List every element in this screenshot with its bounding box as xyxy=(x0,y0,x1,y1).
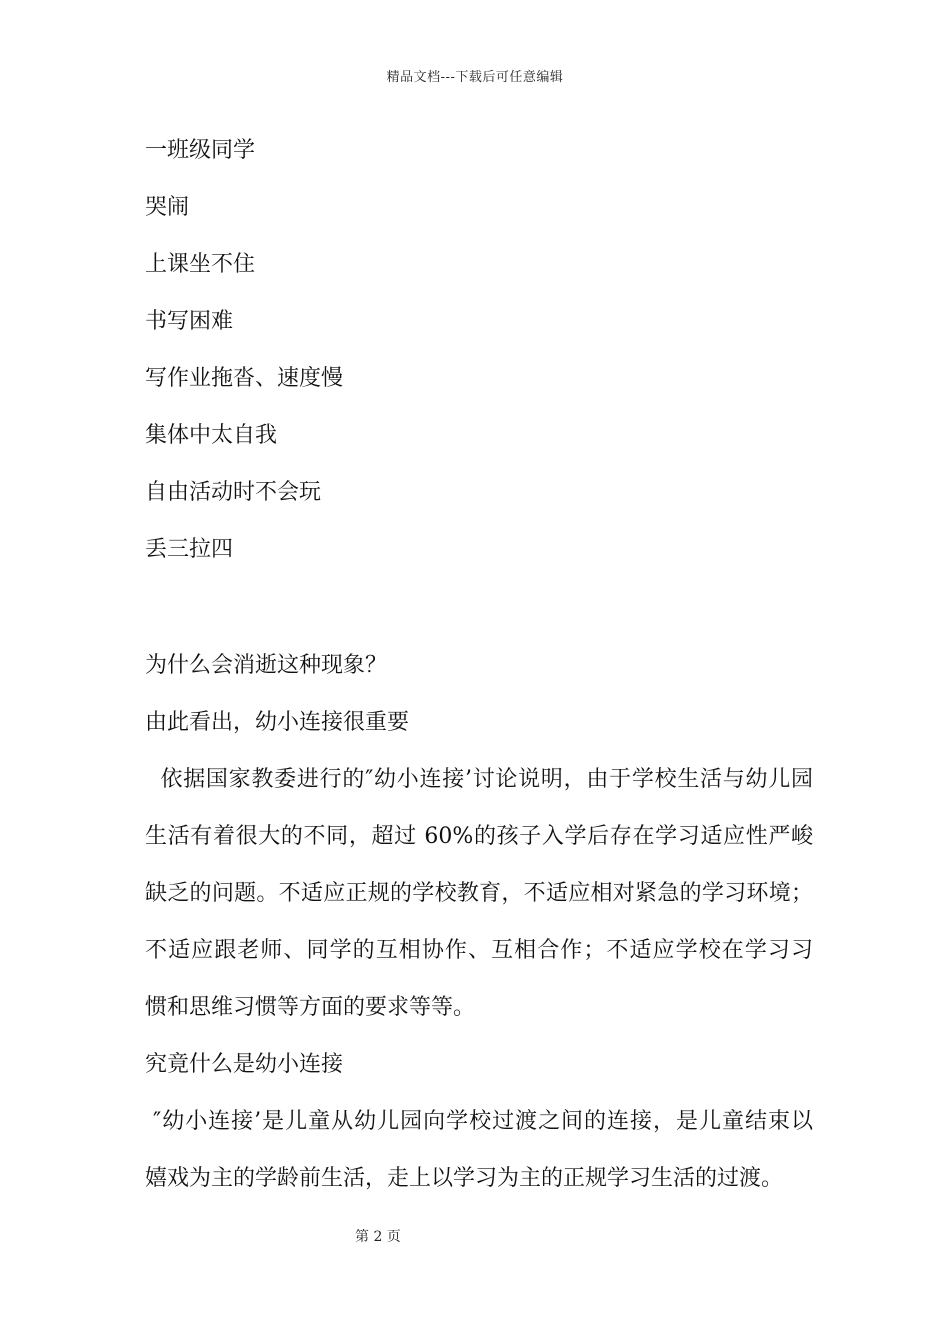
list-item: 集体中太自我 xyxy=(145,423,278,448)
conclusion-heading: 由此看出，幼小连接很重要 xyxy=(145,710,410,735)
list-item: 书写困难 xyxy=(145,309,234,334)
paragraph-line: 依据国家教委进行的″幼小连接’讨论说明，由于学校生活与幼儿园 xyxy=(145,767,813,792)
paragraph-line: 生活有着很大的不同，超过 60%的孩子入学后存在学习适应性严峻 xyxy=(145,824,813,849)
page-header: 精品文档---下载后可任意编辑 xyxy=(386,70,564,85)
list-item: 哭闹 xyxy=(145,195,190,220)
subheading: 究竟什么是幼小连接 xyxy=(145,1052,344,1077)
list-item: 一班级同学 xyxy=(145,138,256,163)
paragraph-line: 不适应跟老师、同学的互相协作、互相合作；不适应学校在学习习 xyxy=(145,938,813,963)
list-item: 上课坐不住 xyxy=(145,252,256,277)
paragraph-line: 嬉戏为主的学龄前生活，走上以学习为主的正规学习生活的过渡。 xyxy=(145,1166,784,1191)
paragraph-line: ″幼小连接’是儿童从幼儿园向学校过渡之间的连接，是儿童结束以 xyxy=(145,1109,813,1134)
paragraph-line: 缺乏的问题。不适应正规的学校教育，不适应相对紧急的学习环境； xyxy=(145,881,813,906)
list-item: 写作业拖沓、速度慢 xyxy=(145,366,344,391)
list-item: 丢三拉四 xyxy=(145,537,234,562)
paragraph-line: 惯和思维习惯等方面的要求等等。 xyxy=(145,995,476,1020)
page-number: 第 2 页 xyxy=(355,1229,401,1245)
question-heading: 为什么会消逝这种现象？ xyxy=(145,653,388,678)
list-item: 自由活动时不会玩 xyxy=(145,480,322,505)
